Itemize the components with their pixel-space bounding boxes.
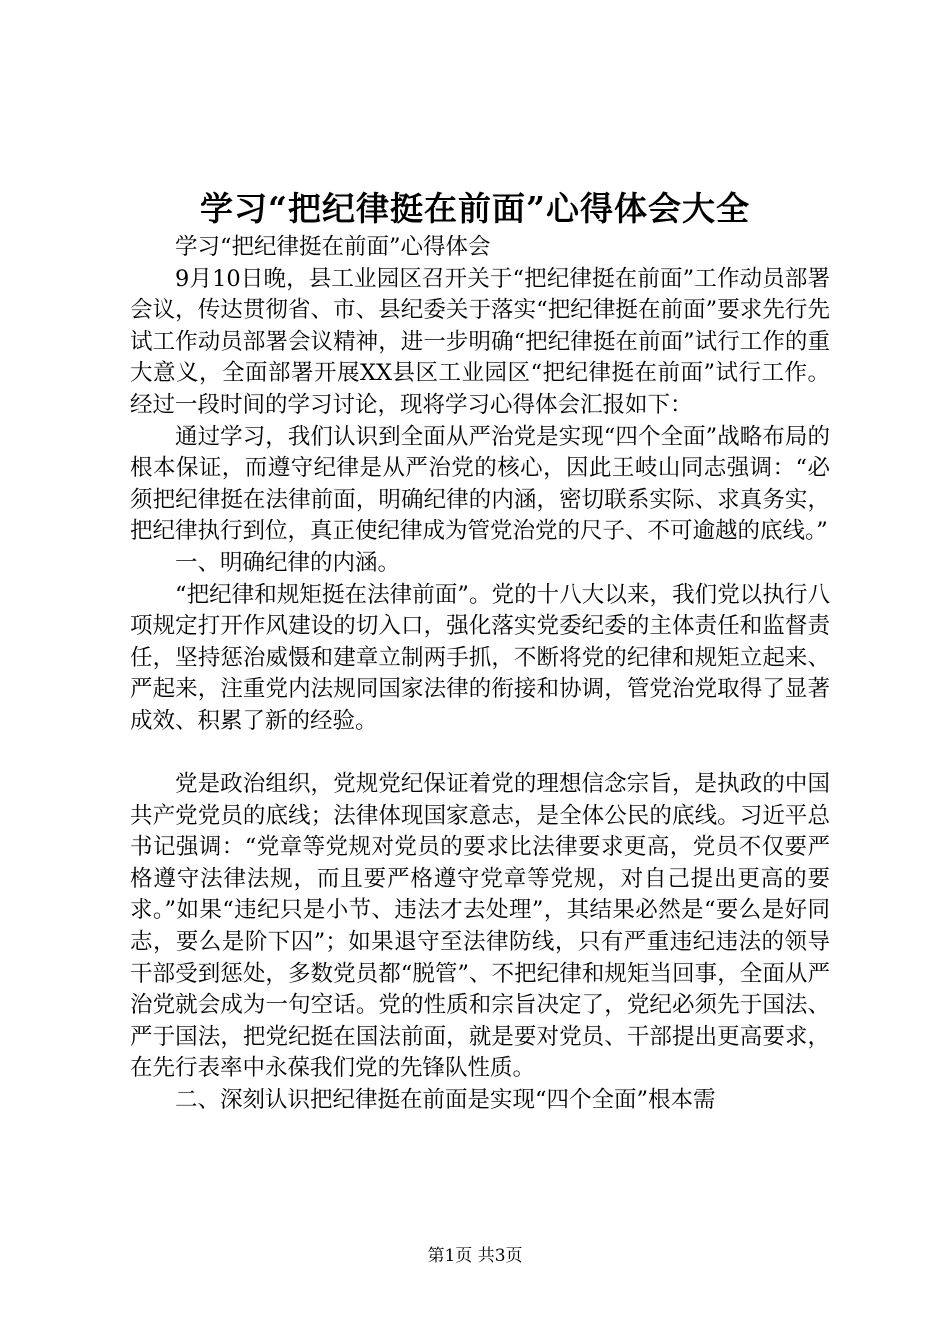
paragraph-party-organization: 党是政治组织，党规党纪保证着党的理想信念宗旨，是执政的中国共产党党员的底线；法律体现国家意志，是全体公民的底线。习近平总书记强调：“党章等党规对党员的要求比法律要求更高，党员不仅要严格遵守法律法规，而且要严格遵守党章等党规，对自己提出更高的要求。”如果“违纪只是小节、违法才去处理”，其结果必然是“要么是好同志，要么是阶下囚”；如果退守至法律防线，只有严重违纪违法的领导干部受到惩处，多数党员都“脱管”、不把纪律和规矩当回事，全面从严治党就会成为一句空话。党的性质和宗旨决定了，党纪必须先于国法、严于国法，把党纪挺在国法前面，就是要对党员、干部提出更高要求，在先行表率中永葆我们党的先锋队性质。 xyxy=(130,771,830,1082)
document-title: 学习“把纪律挺在前面”心得体会大全 xyxy=(200,189,750,228)
paragraph-study: 通过学习，我们认识到全面从严治党是实现“四个全面”战略布局的根本保证，而遵守纪律是从严治党的核心，因此王岐山同志强调：“必须把纪律挺在法律前面，明确纪律的内涵，密切联系实际、求真务实，把纪律执行到位，真正使纪律成为管党治党的尺子、不可逾越的底线。” xyxy=(130,423,830,545)
paragraph-intro: 9月10日晚，县工业园区召开关于“把纪律挺在前面”工作动员部署会议，传达贯彻省、市、县纪委关于落实“把纪律挺在前面”要求先行先试工作动员部署会议精神，进一步明确“把纪律挺在前面”试行工作的重大意义，全面部署开展XX县区工业园区“把纪律挺在前面”试行工作。经过一段时间的学习讨论，现将学习心得体会汇报如下： xyxy=(130,265,830,418)
section-heading-1: 一、明确纪律的内涵。 xyxy=(175,549,401,576)
section-heading-2: 二、深刻认识把纪律挺在前面是实现“四个全面”根本需 xyxy=(175,1087,716,1114)
paragraph-subtitle: 学习“把纪律挺在前面”心得体会 xyxy=(175,234,491,260)
paragraph-discipline-rules: “把纪律和规矩挺在法律前面”。党的十八大以来，我们党以执行八项规定打开作风建设的切入口，强化落实党委纪委的主体责任和监督责任，坚持惩治威慑和建章立制两手抓，不断将党的纪律和规矩立起来、严起来，注重党内法规同国家法律的衔接和协调，管党治党取得了显著成效、积累了新的经验。 xyxy=(130,581,830,734)
document-body xyxy=(130,232,830,1117)
page-footer: 第1页 共3页 xyxy=(427,1246,523,1266)
